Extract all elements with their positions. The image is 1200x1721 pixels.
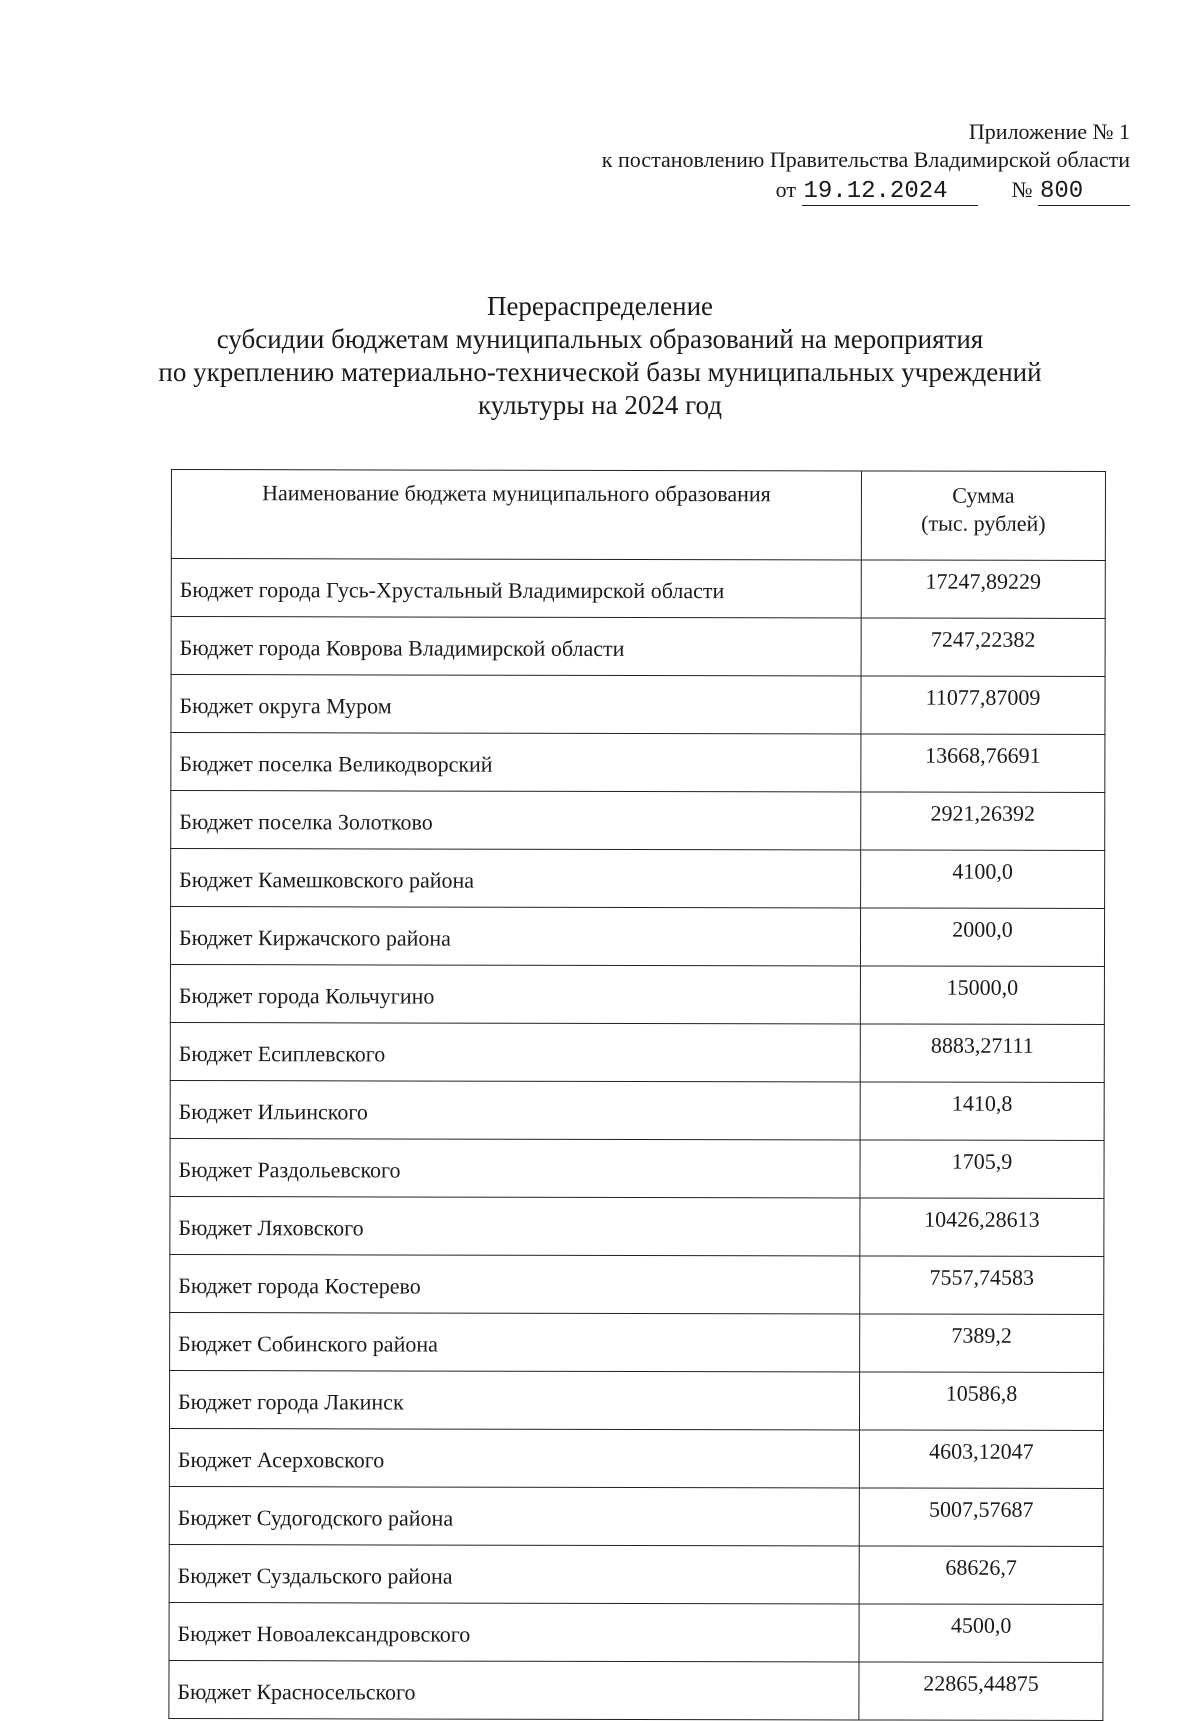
subsidy-table (168, 469, 1106, 1721)
budget-name: Бюджет города Костерево (170, 1254, 860, 1313)
budget-sum: 10586,8 (859, 1372, 1103, 1431)
table-row (171, 849, 1105, 909)
column-header-sum-line2: (тыс. рублей) (921, 510, 1046, 536)
budget-name: Бюджет Камешковского района (171, 849, 861, 908)
budget-sum: 22865,44875 (859, 1662, 1103, 1721)
budget-sum: 13668,76691 (861, 734, 1105, 793)
table-row (169, 1370, 1103, 1430)
table-row (169, 1486, 1103, 1546)
budget-sum: 4100,0 (861, 850, 1105, 909)
budget-sum: 1410,8 (860, 1082, 1104, 1141)
budget-name: Бюджет округа Муром (171, 675, 861, 734)
budget-sum: 5007,57687 (859, 1488, 1103, 1547)
document-title (0, 290, 1200, 422)
title-line-4: культуры на 2024 год (478, 390, 722, 420)
table-row (169, 1602, 1103, 1662)
budget-name: Бюджет Новоалександровского (169, 1602, 859, 1661)
table-row (170, 1196, 1104, 1256)
budget-name: Бюджет города Гусь-Хрустальный Владимирской области (171, 559, 861, 618)
table-row (170, 1312, 1104, 1372)
table-row (169, 1428, 1103, 1488)
table-row (171, 675, 1105, 735)
budget-name: Бюджет Судогодского района (169, 1486, 859, 1545)
table-row (170, 1080, 1104, 1140)
table-row (171, 617, 1105, 677)
budget-sum: 17247,89229 (861, 560, 1105, 619)
budget-sum: 7389,2 (860, 1314, 1104, 1373)
budget-name: Бюджет поселка Золотково (171, 791, 861, 850)
table-row (171, 559, 1105, 619)
number-prefix: № (1011, 177, 1033, 202)
budget-name: Бюджет Ильинского (170, 1080, 860, 1139)
title-line-1: Перераспределение (486, 291, 714, 321)
budget-sum: 68626,7 (859, 1546, 1103, 1605)
title-line-2: субсидии бюджетам муниципальных образований на мероприятия (216, 324, 984, 354)
table-row (171, 733, 1105, 793)
budget-name: Бюджет Суздальского района (169, 1544, 859, 1603)
budget-name: Бюджет Киржачского района (170, 907, 860, 966)
budget-name: Бюджет Собинского района (170, 1312, 860, 1371)
table-header-row (171, 470, 1105, 561)
date-prefix: от (775, 177, 796, 202)
title-line-3: по укреплению материально-технической базы муниципальных учреждений (158, 357, 1042, 387)
budget-sum: 4500,0 (859, 1604, 1103, 1663)
table-row (169, 1544, 1103, 1604)
budget-name: Бюджет города Лакинск (169, 1370, 859, 1429)
budget-name: Бюджет города Кольчугино (170, 964, 860, 1023)
column-header-sum-line1: Сумма (952, 482, 1015, 508)
table-row (170, 1138, 1104, 1198)
budget-sum: 1705,9 (860, 1140, 1104, 1199)
budget-name: Бюджет Ляховского (170, 1196, 860, 1255)
budget-sum: 4603,12047 (859, 1430, 1103, 1489)
annex-number: Приложение № 1 (968, 119, 1130, 144)
budget-name: Бюджет города Коврова Владимирской области (171, 617, 861, 676)
budget-name: Бюджет поселка Великодворский (171, 733, 861, 792)
decree-reference: к постановлению Правительства Владимирской области (601, 147, 1130, 172)
budget-name: Бюджет Есиплевского (170, 1022, 860, 1081)
budget-sum: 15000,0 (860, 966, 1104, 1025)
budget-sum: 10426,28613 (860, 1198, 1104, 1257)
table-row (171, 791, 1105, 851)
column-header-sum (861, 471, 1105, 561)
table-row (170, 1254, 1104, 1314)
budget-name: Бюджет Раздольевского (170, 1138, 860, 1197)
table-row (170, 1022, 1104, 1082)
budget-sum: 7557,74583 (860, 1256, 1104, 1315)
column-header-name: Наименование бюджета муниципального образования (171, 470, 861, 560)
budget-sum: 8883,27111 (860, 1024, 1104, 1083)
budget-sum: 7247,22382 (861, 618, 1105, 677)
budget-sum: 11077,87009 (861, 676, 1105, 735)
budget-sum: 2921,26392 (861, 792, 1105, 851)
decree-date: 19.12.2024 (802, 179, 978, 206)
table-row (169, 1660, 1103, 1720)
decree-date-row (602, 176, 1130, 206)
budget-sum: 2000,0 (860, 908, 1104, 967)
decree-number: 800 (1038, 179, 1130, 206)
budget-name: Бюджет Асерховского (169, 1428, 859, 1487)
budget-name: Бюджет Красносельского (169, 1660, 859, 1719)
table-row (170, 964, 1104, 1024)
annex-header (602, 118, 1130, 206)
table-row (170, 907, 1104, 967)
